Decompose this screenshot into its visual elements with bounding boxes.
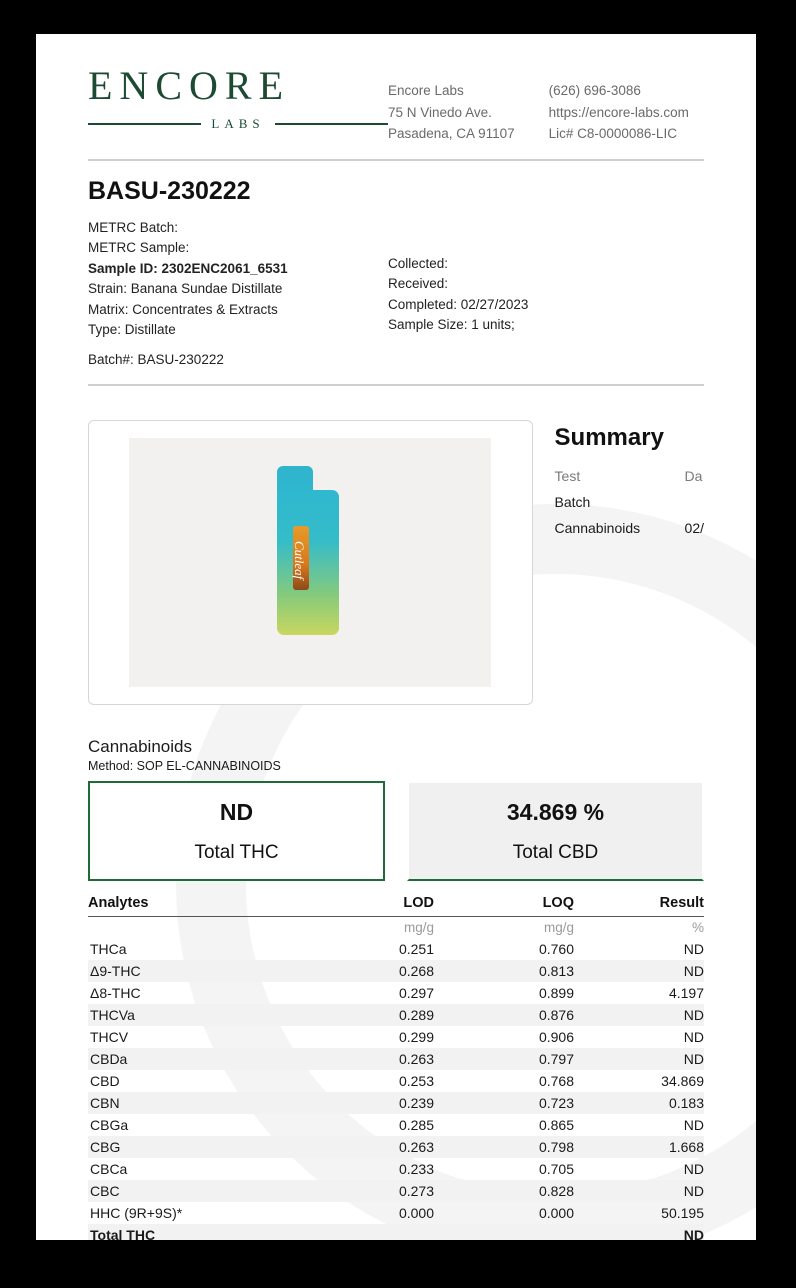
analyte-name: Total THC bbox=[88, 1224, 294, 1240]
unit-cell: mg/g bbox=[403, 920, 434, 936]
analyte-loq: 0.906 bbox=[538, 1029, 574, 1046]
analyte-lod: 0.000 bbox=[398, 1205, 434, 1222]
analyte-lod: 0.263 bbox=[294, 1136, 434, 1158]
analyte-result: 50.195 bbox=[661, 1205, 704, 1222]
table-row bbox=[88, 1026, 704, 1048]
table-row bbox=[88, 1070, 704, 1092]
sample-info-section bbox=[88, 161, 704, 387]
summary-col-date: Da bbox=[684, 468, 703, 485]
analyte-lod: 0.268 bbox=[294, 960, 434, 982]
product-image-card bbox=[88, 420, 533, 705]
logo-wordmark: ENCORE bbox=[88, 63, 290, 108]
analyte-name: THCV bbox=[90, 1029, 129, 1046]
analyte-result: 4.197 bbox=[668, 985, 704, 1002]
analyte-name: CBG bbox=[88, 1136, 294, 1158]
lab-license: Lic# C8-0000086-LIC bbox=[548, 126, 677, 142]
table-row bbox=[88, 1202, 704, 1224]
analyte-name: CBD bbox=[90, 1073, 120, 1090]
unit-cell: % bbox=[691, 920, 704, 936]
col-loq: LOQ bbox=[434, 893, 574, 917]
analyte-result: 34.869 bbox=[661, 1073, 704, 1090]
analyte-result: ND bbox=[574, 1048, 704, 1070]
table-row bbox=[88, 1136, 704, 1158]
analyte-result: ND bbox=[683, 1161, 704, 1178]
analyte-lod: 0.297 bbox=[398, 985, 434, 1002]
sample-right-column bbox=[388, 218, 704, 371]
analyte-name: CBGa bbox=[90, 1117, 129, 1134]
summary-test-name: Batch bbox=[554, 494, 591, 511]
col-lod: LOD bbox=[294, 893, 434, 917]
sample-strain: Strain: Banana Sundae Distillate bbox=[88, 281, 283, 297]
summary-test-name: Cannabinoids bbox=[554, 520, 641, 537]
summary-title: Summary bbox=[554, 424, 664, 452]
analyte-name: CBCa bbox=[90, 1161, 128, 1178]
analyte-loq: 0.723 bbox=[434, 1092, 574, 1114]
summary-panel bbox=[533, 420, 704, 705]
summary-header-row bbox=[555, 464, 704, 490]
sample-collected: Collected: bbox=[388, 255, 449, 271]
table-row bbox=[88, 1114, 704, 1136]
analyte-result: ND bbox=[574, 1224, 704, 1240]
analyte-result: 1.668 bbox=[574, 1136, 704, 1158]
logo-rule-right bbox=[275, 123, 388, 125]
metrc-sample: METRC Sample: bbox=[88, 240, 190, 256]
summary-row bbox=[555, 490, 704, 516]
image-summary-row bbox=[88, 386, 704, 705]
analyte-lod: 0.289 bbox=[294, 1004, 434, 1026]
analyte-result: ND bbox=[683, 941, 704, 958]
analyte-lod: 0.263 bbox=[294, 1048, 434, 1070]
page-title: BASU-230222 bbox=[88, 176, 251, 205]
col-result: Result bbox=[574, 893, 704, 917]
table-row bbox=[88, 938, 704, 960]
sample-matrix: Matrix: Concentrates & Extracts bbox=[88, 301, 278, 317]
cannabinoids-title: Cannabinoids bbox=[88, 737, 192, 757]
table-row bbox=[88, 1092, 704, 1114]
metrc-batch: METRC Batch: bbox=[88, 219, 179, 235]
unit-cell bbox=[88, 917, 294, 939]
sample-type: Type: Distillate bbox=[88, 322, 176, 338]
lab-contact-info bbox=[388, 66, 689, 145]
analyte-result: ND bbox=[574, 960, 704, 982]
analyte-lod: 0.285 bbox=[398, 1117, 434, 1134]
analyte-loq: 0.705 bbox=[538, 1161, 574, 1178]
report-content bbox=[36, 34, 756, 1240]
total-cbd-box bbox=[407, 781, 704, 881]
unit-cell: mg/g bbox=[543, 920, 574, 936]
total-thc-box bbox=[88, 781, 385, 881]
analyte-loq: 0.828 bbox=[434, 1180, 574, 1202]
analytes-table-head bbox=[88, 893, 704, 917]
logo-sub-text: LABS bbox=[211, 116, 265, 131]
table-row bbox=[88, 982, 704, 1004]
report-sheet bbox=[36, 34, 756, 1240]
analyte-name: CBDa bbox=[88, 1048, 294, 1070]
summary-row bbox=[555, 516, 704, 542]
sample-left-column bbox=[88, 218, 388, 371]
analytes-header-row bbox=[88, 893, 704, 917]
analyte-result: ND bbox=[574, 1004, 704, 1026]
analytes-table-body bbox=[88, 917, 704, 1240]
sample-columns bbox=[88, 218, 704, 371]
analyte-result: ND bbox=[574, 1180, 704, 1202]
lab-name: Encore Labs bbox=[388, 83, 464, 98]
analyte-loq: 0.876 bbox=[434, 1004, 574, 1026]
table-row bbox=[88, 1048, 704, 1070]
analyte-loq: 0.000 bbox=[538, 1205, 574, 1222]
analyte-loq: 0.899 bbox=[538, 985, 574, 1002]
analyte-name: THCa bbox=[90, 941, 127, 958]
analyte-loq: 0.865 bbox=[538, 1117, 574, 1134]
analyte-loq: 0.797 bbox=[434, 1048, 574, 1070]
analytes-units-row bbox=[88, 917, 704, 939]
report-header bbox=[88, 34, 704, 161]
analyte-loq: 0.760 bbox=[538, 941, 574, 958]
vape-brand-label: Cutleaf bbox=[292, 541, 308, 580]
table-row bbox=[88, 960, 704, 982]
summary-test-date: 02/ bbox=[684, 520, 704, 537]
analyte-name: CBN bbox=[88, 1092, 294, 1114]
sample-size: Sample Size: 1 units; bbox=[388, 317, 515, 333]
analyte-name: Δ8-THC bbox=[90, 985, 141, 1002]
lab-website[interactable]: https://encore-labs.com bbox=[548, 104, 689, 120]
analyte-name: HHC (9R+9S)* bbox=[90, 1205, 183, 1222]
total-thc-label: Total THC bbox=[194, 841, 279, 863]
product-photo bbox=[129, 438, 491, 687]
sample-id: Sample ID: 2302ENC2061_6531 bbox=[88, 260, 288, 276]
analyte-name: Δ9-THC bbox=[88, 960, 294, 982]
lab-phone: (626) 696-3086 bbox=[548, 83, 641, 98]
analyte-result: ND bbox=[683, 1117, 704, 1134]
table-row bbox=[88, 1224, 704, 1240]
analyte-loq: 0.768 bbox=[538, 1073, 574, 1090]
table-row bbox=[88, 1158, 704, 1180]
analyte-name: CBC bbox=[88, 1180, 294, 1202]
lab-address-line1: 75 N Vinedo Ave. bbox=[388, 104, 492, 120]
analyte-lod: 0.253 bbox=[398, 1073, 434, 1090]
col-analytes: Analytes bbox=[88, 893, 294, 917]
total-thc-value: ND bbox=[219, 798, 254, 825]
table-row bbox=[88, 1004, 704, 1026]
logo-subline bbox=[88, 116, 388, 132]
analyte-lod: 0.233 bbox=[398, 1161, 434, 1178]
analyte-result: ND bbox=[683, 1029, 704, 1046]
logo-rule-left bbox=[88, 123, 201, 125]
analyte-result: 0.183 bbox=[574, 1092, 704, 1114]
table-row bbox=[88, 1180, 704, 1202]
total-cbd-value: 34.869 % bbox=[506, 798, 605, 825]
analyte-loq: 0.813 bbox=[434, 960, 574, 982]
analyte-name: THCVa bbox=[88, 1004, 294, 1026]
summary-col-test: Test bbox=[554, 468, 581, 485]
analyte-lod bbox=[294, 1224, 434, 1240]
sample-completed: Completed: 02/27/2023 bbox=[388, 296, 529, 312]
lab-address-block bbox=[388, 80, 515, 145]
cannabinoids-section bbox=[88, 705, 704, 773]
cannabinoids-method: Method: SOP EL-CANNABINOIDS bbox=[88, 759, 281, 774]
lab-address-line2: Pasadena, CA 91107 bbox=[388, 126, 515, 142]
analyte-lod: 0.299 bbox=[398, 1029, 434, 1046]
analyte-lod: 0.239 bbox=[294, 1092, 434, 1114]
analyte-loq: 0.798 bbox=[434, 1136, 574, 1158]
analytes-table bbox=[88, 893, 704, 1240]
analyte-loq bbox=[434, 1224, 574, 1240]
analyte-lod: 0.251 bbox=[398, 941, 434, 958]
lab-contact-block bbox=[549, 80, 689, 145]
totals-row bbox=[88, 781, 704, 881]
lab-logo bbox=[88, 63, 388, 132]
sample-received: Received: bbox=[388, 276, 449, 292]
total-cbd-label: Total CBD bbox=[512, 841, 599, 863]
analyte-lod: 0.273 bbox=[294, 1180, 434, 1202]
sample-batch: Batch#: BASU-230222 bbox=[88, 351, 224, 367]
